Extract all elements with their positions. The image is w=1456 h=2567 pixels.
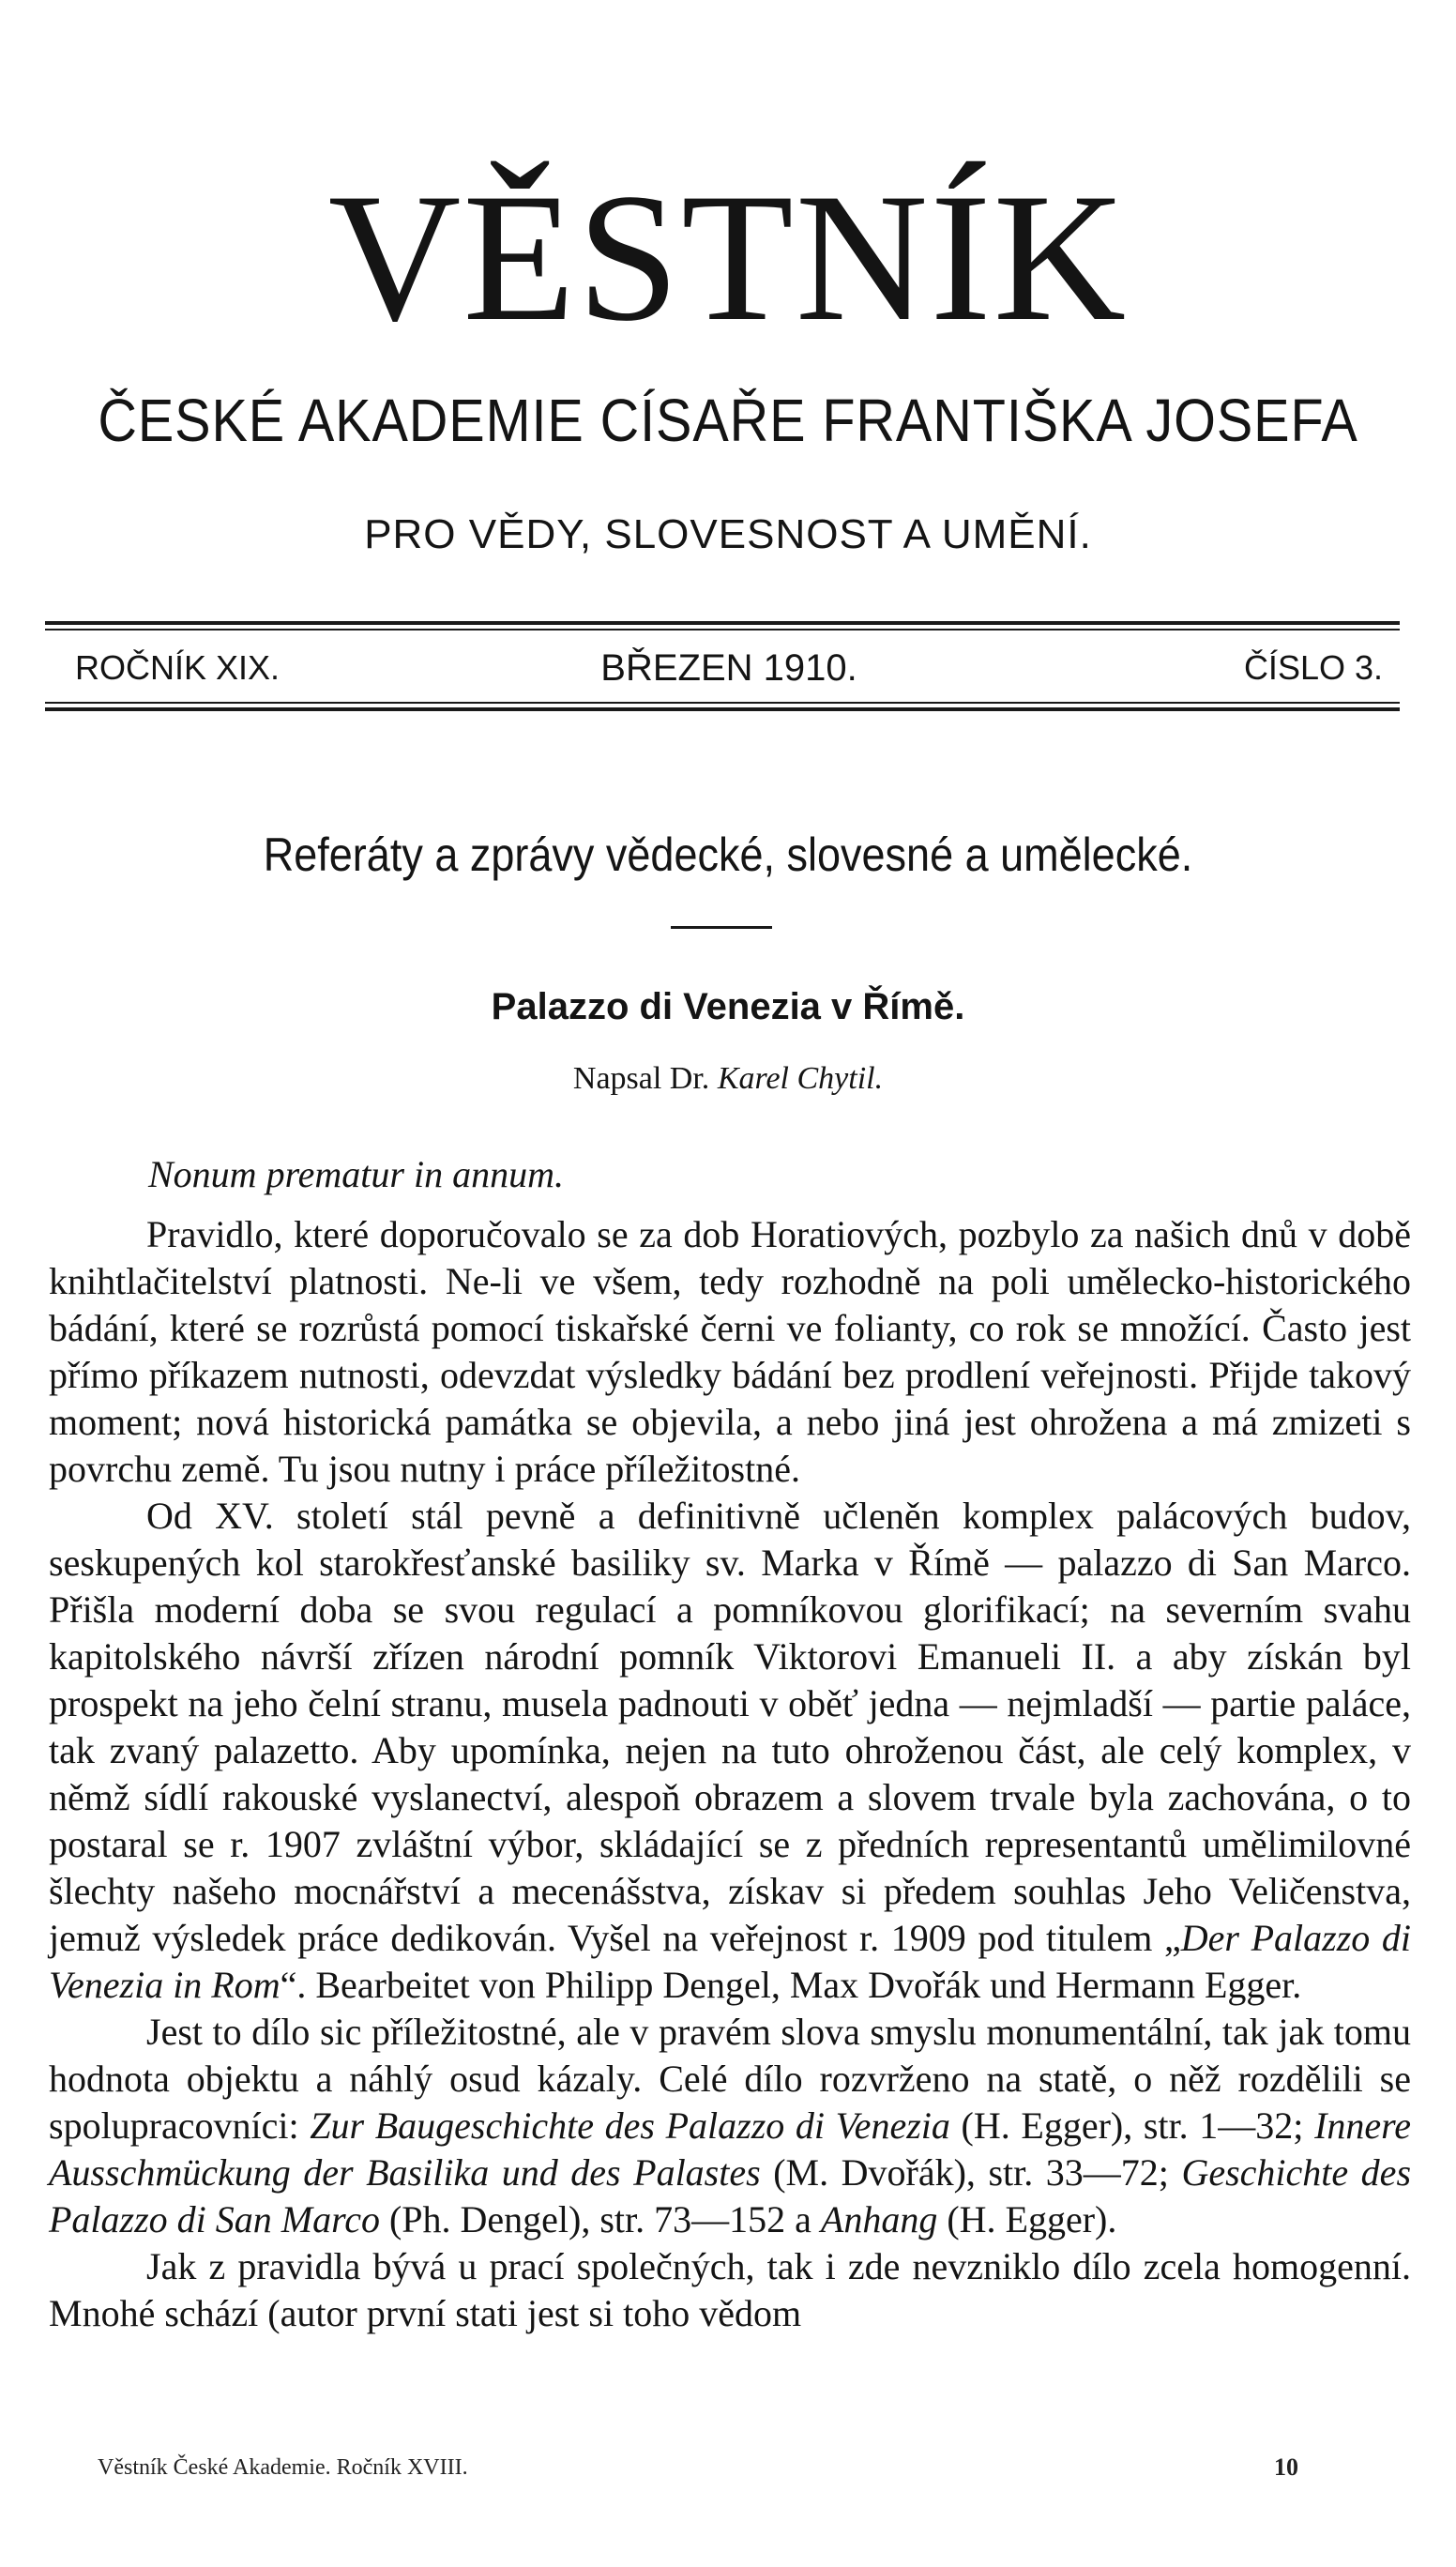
- issue-info-bar: [75, 640, 1383, 696]
- paragraph-2: [49, 1493, 1411, 2009]
- byline-author: Karel Chytil.: [717, 1061, 884, 1096]
- chapter-title: Zur Baugeschichte des Palazzo di Venezia: [310, 2104, 950, 2147]
- paragraph-2-text-b: “. Bearbeitet von Philipp Dengel, Max Dvořák und Hermann Egger.: [280, 1964, 1302, 2006]
- byline-prefix: Napsal Dr.: [572, 1061, 710, 1096]
- header-rule-bottom-thick: [45, 707, 1400, 711]
- book-title: Der Palazzo di Venezia in Rom: [49, 1917, 1412, 2006]
- paragraph-3-text: Jest to dílo sic příležitostné, ale v pravém slova smyslu monumentální, tak jak tomu hodnota objektu a náhlý osud kázaly. Celé dílo rozvrženo na statě, o něž rozdělili se spolupracovníci:: [49, 2011, 1411, 2147]
- article-byline: [0, 1051, 1456, 1107]
- header-rule-top-thin: [45, 629, 1400, 630]
- paragraph-1: Pravidlo, které doporučovalo se za dob Horatiových, pozbylo za našich dnů v době knihtlačitelství platnosti. Ne-li ve všem, tedy rozhodně na poli umělecko-historického bádání, které se rozrůstá pomocí tiskařské černi ve folianty, co rok se množící. Často jest přímo příkazem nutnosti, odevzdat výsledky bádání bez prodlení veřejnosti. Přijde takový moment; nová historická památka se objevila, a nebo jiná jest ohrožena a má zmizeti s povrchu země. Tu jsou nutny i práce příležitostné.: [49, 1213, 1411, 1490]
- chapter-author: (Ph. Dengel), str. 73—152 a: [379, 2198, 821, 2240]
- chapter-author: (H. Egger), str. 1—32;: [949, 2104, 1315, 2147]
- running-footer: Věstník České Akademie. Ročník XVIII.: [98, 2455, 468, 2480]
- chapter-author: (M. Dvořák), str. 33—72;: [760, 2151, 1182, 2194]
- issue-date: BŘEZEN 1910.: [600, 647, 857, 689]
- header-rule-bottom-thin: [45, 702, 1400, 704]
- paragraph-3: [49, 2009, 1411, 2243]
- paragraph-2-text-a: Od XV. století stál pevně a definitivně učleněn komplex palácových budov, seskupených kol starokřesťanské basiliky sv. Marka v Římě — palazzo di San Marco. Přišla moderní doba se svou regulací a pomníkovou glorifikací; na severním svahu kapitolského návrší zřízen národní pomník Viktorovi Emanueli II. a aby získán byl prospekt na jeho čelní stranu, musela padnouti v oběť jedna — nejmladší — partie paláce, tak zvaný palazetto. Aby upomínka, nejen na tuto ohroženou část, ale celý komplex, v němž sídlí rakouské vyslanectví, alespoň obrazem a slovem trvale byla zachována, o to postaral se r. 1907 zvláštní výbor, skládající se z předních representantů umělimilovné šlechty našeho mocnářství a mecenášstva, získav si předem souhlas Jeho Veličenstva, jemuž výsledek práce dedikován. Vyšel na veřejnost r. 1909 pod titulem „: [49, 1495, 1411, 1959]
- epigraph: Nonum prematur in annum.: [148, 1153, 564, 1195]
- academy-subtitle: PRO VĚDY, SLOVESNOST A UMĚNÍ.: [364, 511, 1092, 557]
- chapter-title: Anhang: [820, 2198, 938, 2240]
- chapter-title: Innere Ausschmückung der Basilika und des Palastes: [49, 2104, 1411, 2194]
- masthead-title: VĚSTNÍK: [327, 156, 1129, 359]
- paragraph-4: Jak z pravidla bývá u prací společných, tak i zde nevzniklo dílo zcela homogenní. Mnohé schází (autor první stati jest si toho vědom: [49, 2245, 1411, 2334]
- article-title: Palazzo di Venezia v Římě.: [491, 986, 965, 1027]
- header-rule-top-thick: [45, 621, 1400, 625]
- section-heading: Referáty a zprávy vědecké, slovesné a umělecké.: [263, 828, 1193, 881]
- issue-number: ČÍSLO 3.: [1243, 648, 1383, 687]
- page-footer: [0, 2449, 1456, 2486]
- article-body: [49, 1211, 1411, 2337]
- volume-label: ROČNÍK XIX.: [75, 648, 281, 687]
- academy-name: ČESKÉ AKADEMIE CÍSAŘE FRANTIŠKA JOSEFA: [98, 387, 1358, 454]
- page-number: 10: [1274, 2453, 1298, 2481]
- chapter-title: Geschichte des Palazzo di San Marco: [49, 2151, 1412, 2240]
- chapter-author: (H. Egger).: [937, 2198, 1117, 2240]
- section-divider: [671, 926, 772, 929]
